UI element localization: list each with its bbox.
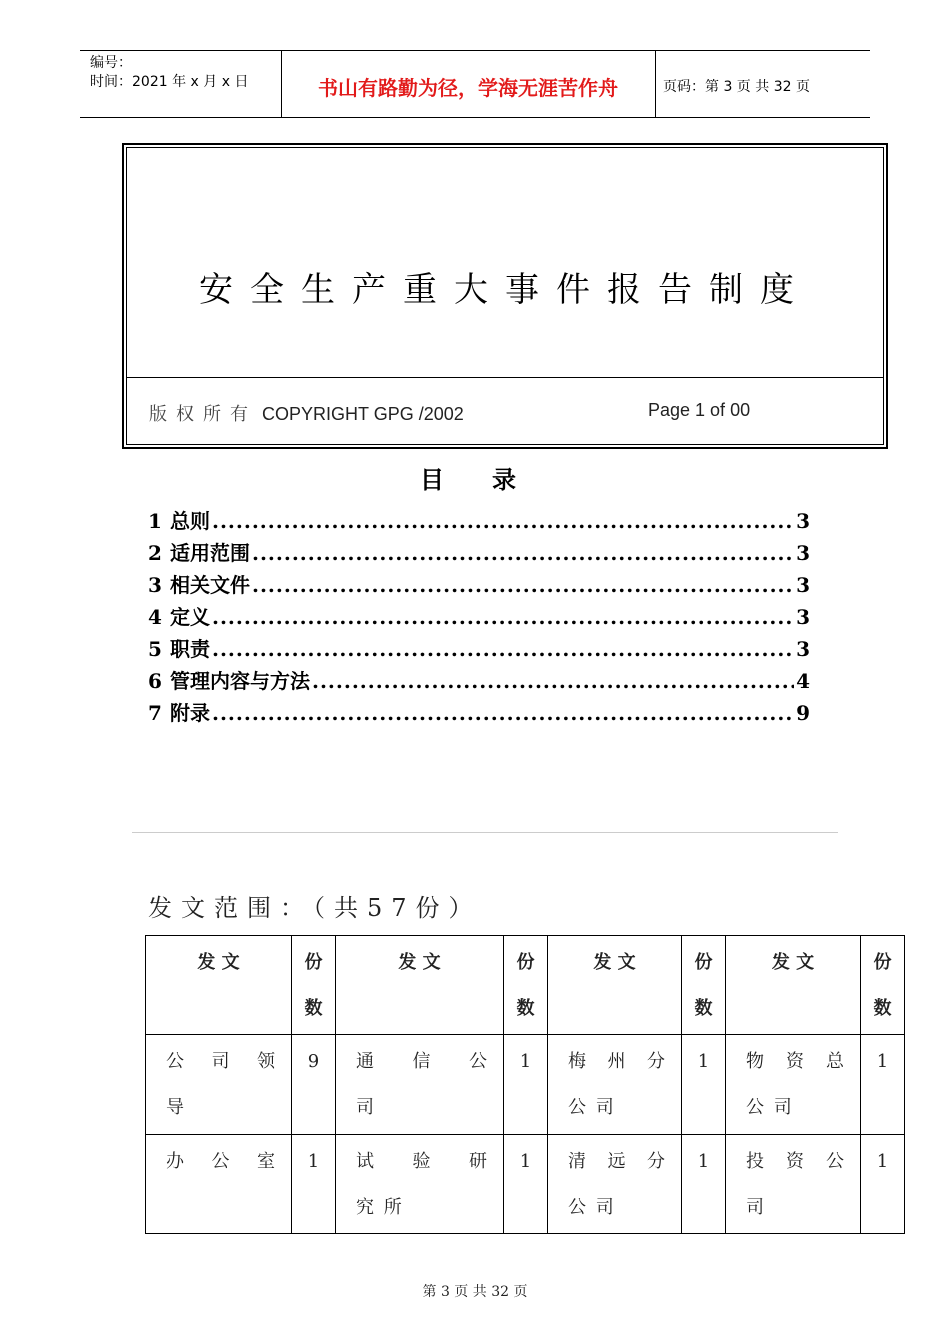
distribution-table <box>145 935 905 1234</box>
header-name-cell: 发 文 <box>146 936 292 1035</box>
copyright-cn: 版权所有 <box>149 404 257 425</box>
recipient-count-cell: 1 <box>682 1035 726 1135</box>
toc-item[interactable] <box>148 697 810 725</box>
copyright-en: COPYRIGHT GPG /2002 <box>262 404 464 424</box>
toc-item[interactable] <box>148 505 810 533</box>
toc-item-label: 适用范围 <box>170 541 250 565</box>
toc-leader-dots <box>252 541 794 565</box>
recipient-name-cell: 公 司 领 导 <box>146 1035 292 1135</box>
recipient-count-cell: 1 <box>861 1135 905 1234</box>
toc-leader-dots <box>252 573 794 597</box>
recipient-count-cell: 1 <box>682 1135 726 1234</box>
header-page-label: 页码：第 3 页 共 32 页 <box>663 79 810 95</box>
recipient-name-cell: 清 远 分 公 司 <box>548 1135 682 1234</box>
table-header-row <box>146 936 905 1035</box>
table-row <box>146 1035 905 1135</box>
header-name-cell: 发 文 <box>548 936 682 1035</box>
toc-item-number: 6 <box>148 669 162 693</box>
toc-item[interactable] <box>148 601 810 629</box>
recipient-count-cell: 1 <box>292 1135 336 1234</box>
toc-leader-dots <box>312 669 794 693</box>
header-count-cell: 份 数 <box>504 936 548 1035</box>
toc-item-number: 5 <box>148 637 162 661</box>
header-count-cell: 份 数 <box>682 936 726 1035</box>
toc-item-number: 1 <box>148 509 162 533</box>
toc-item-page: 4 <box>796 669 810 693</box>
toc-item-label: 管理内容与方法 <box>170 669 310 693</box>
toc-item-page: 3 <box>796 573 810 597</box>
toc-title: 目录 <box>420 465 564 494</box>
toc-item-label: 总则 <box>170 509 210 533</box>
toc-item-label: 附录 <box>170 701 210 725</box>
recipient-count-cell: 1 <box>504 1035 548 1135</box>
title-box-divider <box>126 377 884 378</box>
toc-item-label: 定义 <box>170 605 210 629</box>
recipient-count-cell: 9 <box>292 1035 336 1135</box>
toc-item[interactable] <box>148 537 810 565</box>
toc-item-label: 职责 <box>170 637 210 661</box>
toc-item-page: 3 <box>796 509 810 533</box>
recipient-count-cell: 1 <box>861 1035 905 1135</box>
toc-item[interactable] <box>148 569 810 597</box>
header-name-cell: 发 文 <box>336 936 504 1035</box>
table-row <box>146 1135 905 1234</box>
header-number-label: 编号： <box>90 55 132 71</box>
toc-leader-dots <box>212 605 794 629</box>
recipient-name-cell: 物 资 总 公 司 <box>726 1035 861 1135</box>
recipient-name-cell: 梅 州 分 公 司 <box>548 1035 682 1135</box>
recipient-count-cell: 1 <box>504 1135 548 1234</box>
distribution-label: 发文范围：（共57份） <box>148 894 482 922</box>
recipient-name-cell: 投 资 公 司 <box>726 1135 861 1234</box>
header-count-cell: 份 数 <box>292 936 336 1035</box>
toc-item-number: 2 <box>148 541 162 565</box>
title-box-page: Page 1 of 00 <box>648 400 751 420</box>
toc-item[interactable] <box>148 633 810 661</box>
header-divider-2 <box>655 50 656 118</box>
header-top-rule <box>80 50 870 51</box>
recipient-name-cell: 通 信 公 司 <box>336 1035 504 1135</box>
toc-item-number: 3 <box>148 573 162 597</box>
section-separator <box>132 832 838 833</box>
copyright-line <box>149 400 464 426</box>
toc-leader-dots <box>212 701 794 725</box>
toc-item-label: 相关文件 <box>170 573 250 597</box>
toc-item-page: 3 <box>796 605 810 629</box>
header-time-label: 时间：2021 年 x 月 x 日 <box>90 74 249 90</box>
header-count-cell: 份 数 <box>861 936 905 1035</box>
header-name-cell: 发 文 <box>726 936 861 1035</box>
recipient-name-cell: 试 验 研 究 所 <box>336 1135 504 1234</box>
toc-item-number: 4 <box>148 605 162 629</box>
header-bottom-rule <box>80 117 870 118</box>
header-motto: 书山有路勤为径，学海无涯苦作舟 <box>318 76 618 100</box>
toc-item-page: 3 <box>796 637 810 661</box>
document-title: 安全生产重大事件报告制度 <box>199 270 811 310</box>
recipient-name-cell: 办 公 室 <box>146 1135 292 1234</box>
toc-leader-dots <box>212 509 794 533</box>
toc-item-page: 3 <box>796 541 810 565</box>
toc-item-page: 9 <box>796 701 810 725</box>
page-footer: 第 3 页 共 32 页 <box>422 1284 528 1300</box>
toc-leader-dots <box>212 637 794 661</box>
header-meta <box>90 54 248 92</box>
toc-item[interactable] <box>148 665 810 693</box>
toc-item-number: 7 <box>148 701 162 725</box>
